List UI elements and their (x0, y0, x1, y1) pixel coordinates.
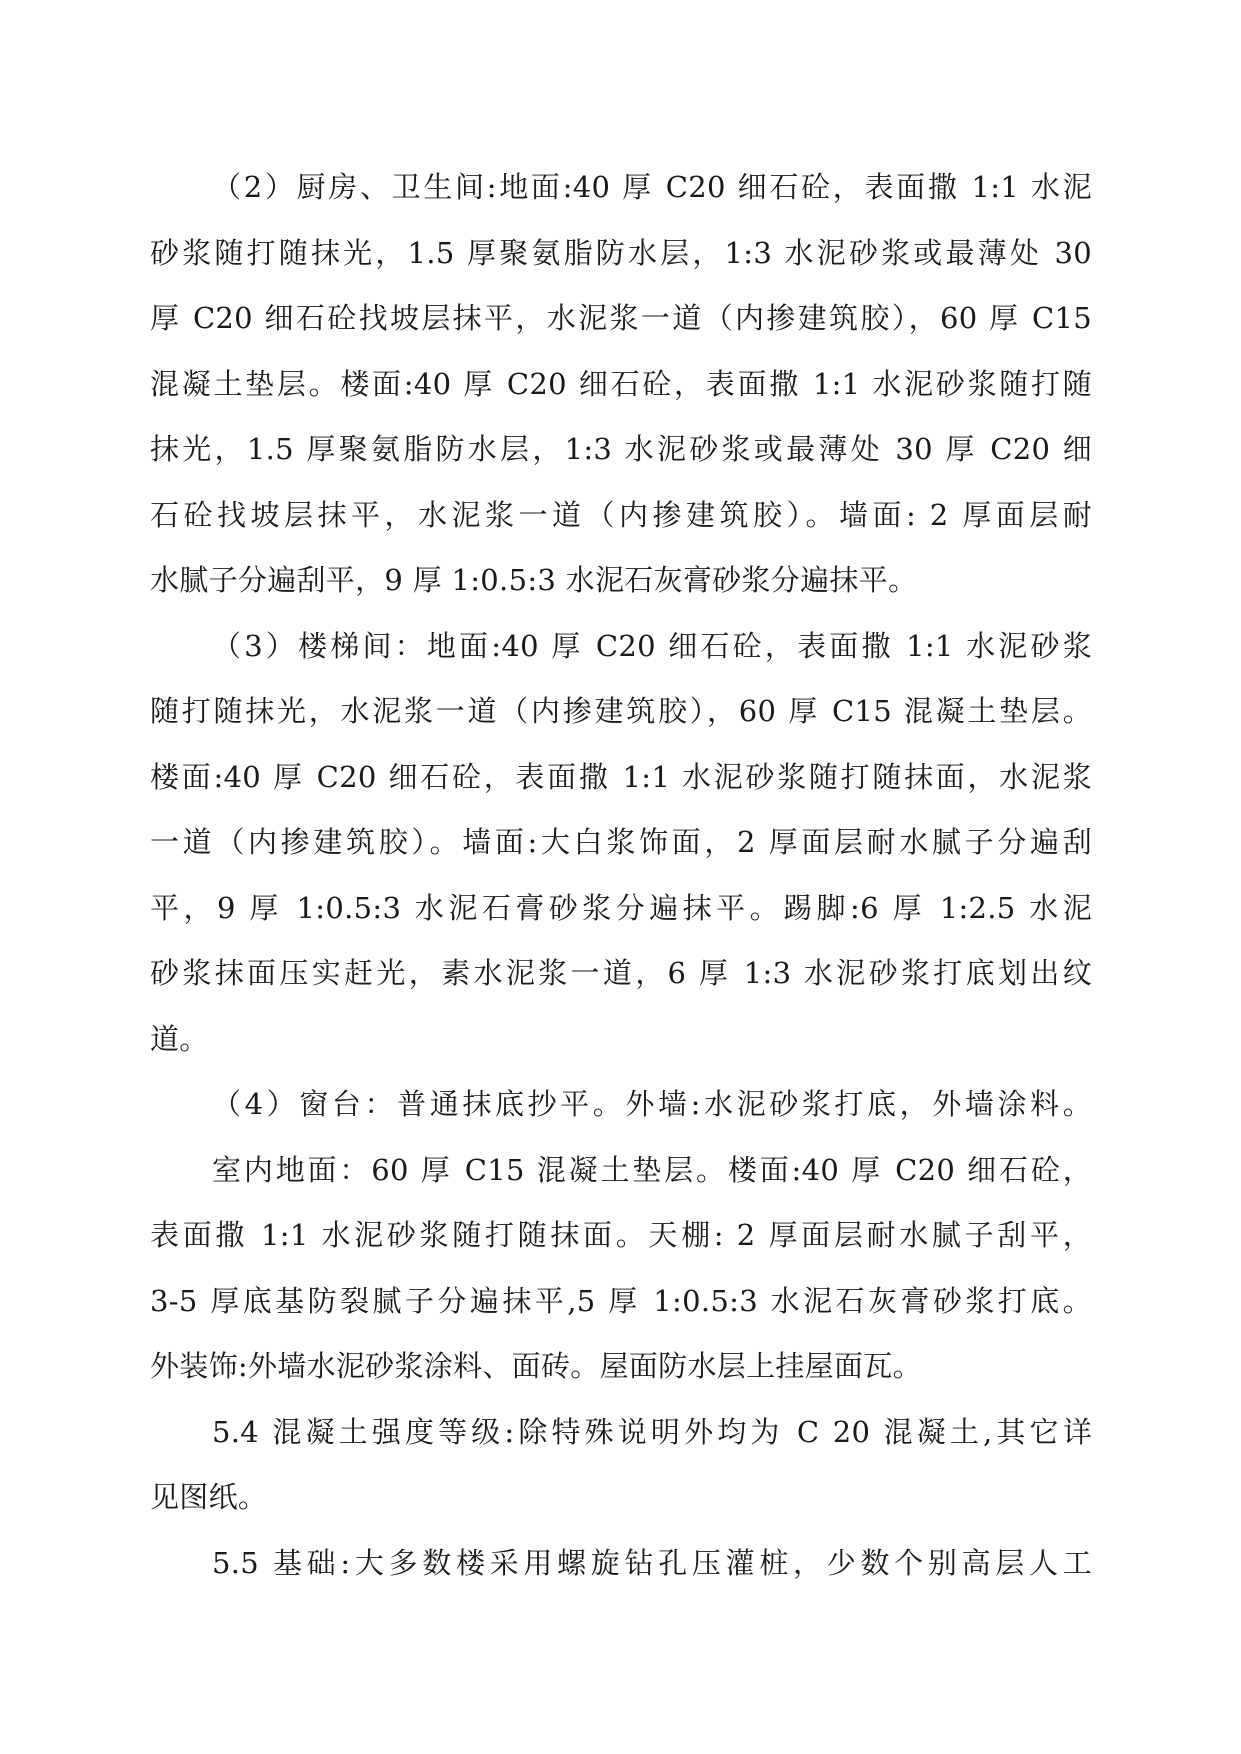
text-line: 平，9 厚 1:0.5:3 水泥石膏砂浆分遍抹平。踢脚:6 厚 1:2.5 水泥 (150, 890, 1092, 925)
text-line: 3-5 厚底基防裂腻子分遍抹平,5 厚 1:0.5:3 水泥石灰膏砂浆打底。 (150, 1283, 1092, 1318)
text-line: 随打随抹光，水泥浆一道（内掺建筑胶），60 厚 C15 混凝土垫层。 (150, 694, 1092, 728)
text-line: 厚 C20 细石砼找坡层抹平，水泥浆一道（内掺建筑胶），60 厚 C15 (150, 301, 1092, 335)
text-line: 楼面:40 厚 C20 细石砼，表面撒 1:1 水泥砂浆随打随抹面，水泥浆 (150, 759, 1092, 794)
text-line: 抹光，1.5 厚聚氨脂防水层，1:3 水泥砂浆或最薄处 30 厚 C20 细 (150, 432, 1092, 466)
text-line: 室内地面：60 厚 C15 混凝土垫层。楼面:40 厚 C20 细石砼， (212, 1152, 1092, 1187)
text-line: 见图纸。 (150, 1480, 268, 1514)
text-line: 水腻子分遍刮平，9 厚 1:0.5:3 水泥石灰膏砂浆分遍抹平。 (150, 563, 918, 597)
text-line: 道。 (150, 1021, 209, 1056)
text-line: 混凝土垫层。楼面:40 厚 C20 细石砼，表面撒 1:1 水泥砂浆随打随 (150, 366, 1092, 401)
text-line: 5.4 混凝土强度等级:除特殊说明外均为 C 20 混凝土,其它详 (212, 1414, 1092, 1449)
text-line: （3）楼梯间：地面:40 厚 C20 细石砼，表面撒 1:1 水泥砂浆 (212, 628, 1092, 663)
text-line: 表面撒 1:1 水泥砂浆随打随抹面。天棚: 2 厚面层耐水腻子刮平， (150, 1218, 1092, 1252)
text-line: 外装饰:外墙水泥砂浆涂料、面砖。屋面防水层上挂屋面瓦。 (150, 1349, 922, 1383)
text-line: 砂浆随打随抹光，1.5 厚聚氨脂防水层，1:3 水泥砂浆或最薄处 30 (150, 235, 1092, 270)
text-line: （2）厨房、卫生间:地面:40 厚 C20 细石砼，表面撒 1:1 水泥 (212, 170, 1092, 204)
text-line: 5.5 基础:大多数楼采用螺旋钻孔压灌桩，少数个别高层人工 (212, 1545, 1092, 1580)
text-line: 一道（内掺建筑胶）。墙面:大白浆饰面，2 厚面层耐水腻子分遍刮 (150, 825, 1092, 859)
body-text (150, 155, 1092, 1596)
text-line: （4）窗台：普通抹底抄平。外墙:水泥砂浆打底，外墙涂料。 (212, 1087, 1092, 1121)
text-line: 砂浆抹面压实赶光，素水泥浆一道，6 厚 1:3 水泥砂浆打底划出纹 (150, 956, 1092, 990)
text-line: 石砼找坡层抹平，水泥浆一道（内掺建筑胶）。墙面: 2 厚面层耐 (150, 497, 1092, 532)
